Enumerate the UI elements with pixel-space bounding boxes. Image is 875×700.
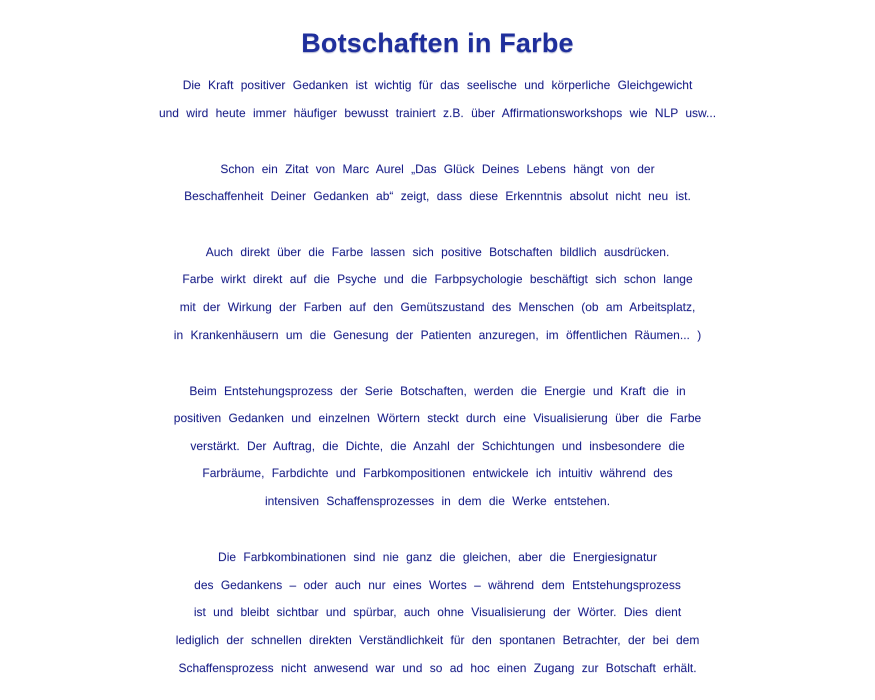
paragraph-3-line-1: Auch direkt über die Farbe lassen sich positive Botschaften bildlich ausdrücken. [205, 245, 670, 259]
paragraph-4-line-2: positiven Gedanken und einzelnen Wörtern steckt durch eine Visualisierung über die Farbe [173, 411, 702, 425]
paragraph-4-line-4: Farbräume, Farbdichte und Farbkompositionen entwickele ich intuitiv während des [202, 466, 673, 480]
paragraph-3-line-2: Farbe wirkt direkt auf die Psyche und die Farbpsychologie beschäftigt sich schon lange [182, 272, 693, 286]
paragraph-5-line-2: des Gedankens – oder auch nur eines Wortes – während dem Entstehungsprozess [194, 578, 681, 592]
paragraph-4-line-1: Beim Entstehungsprozess der Serie Botschaften, werden die Energie und Kraft die in [189, 384, 686, 398]
paragraph-3-line-4: in Krankenhäusern um die Genesung der Patienten anzuregen, im öffentlichen Räumen... ) [173, 328, 702, 342]
paragraph-1-line-1: Die Kraft positiver Gedanken ist wichtig für das seelische und körperliche Gleichgewicht [182, 78, 693, 92]
paragraph-5-line-5: Schaffensprozess nicht anwesend war und so ad hoc einen Zugang zur Botschaft erhält. [178, 661, 697, 675]
paragraph-4-line-5: intensiven Schaffensprozesses in dem die Werke entstehen. [264, 494, 611, 508]
paragraph-2-line-1: Schon ein Zitat von Marc Aurel „Das Glück Deines Lebens hängt von der [220, 162, 655, 176]
paragraph-1-line-2: und wird heute immer häufiger bewusst trainiert z.B. über Affirmationsworkshops wie NLP usw... [158, 106, 717, 120]
paragraph-3-line-3: mit der Wirkung der Farben auf den Gemütszustand des Menschen (ob am Arbeitsplatz, [179, 300, 696, 314]
paragraph-5-line-3: ist und bleibt sichtbar und spürbar, auch ohne Visualisierung der Wörter. Dies dient [193, 605, 682, 619]
paragraph-4-line-3: verstärkt. Der Auftrag, die Dichte, die Anzahl der Schichtungen und insbesondere die [190, 439, 685, 453]
paragraph-5-line-1: Die Farbkombinationen sind nie ganz die gleichen, aber die Energiesignatur [218, 550, 657, 564]
paragraph-5-line-4: lediglich der schnellen direkten Verständlichkeit für den spontanen Betrachter, der bei dem [175, 633, 700, 647]
page-title: Botschaften in Farbe [301, 28, 574, 58]
paragraph-2-line-2: Beschaffenheit Deiner Gedanken ab“ zeigt, dass diese Erkenntnis absolut nicht neu ist. [184, 189, 691, 203]
